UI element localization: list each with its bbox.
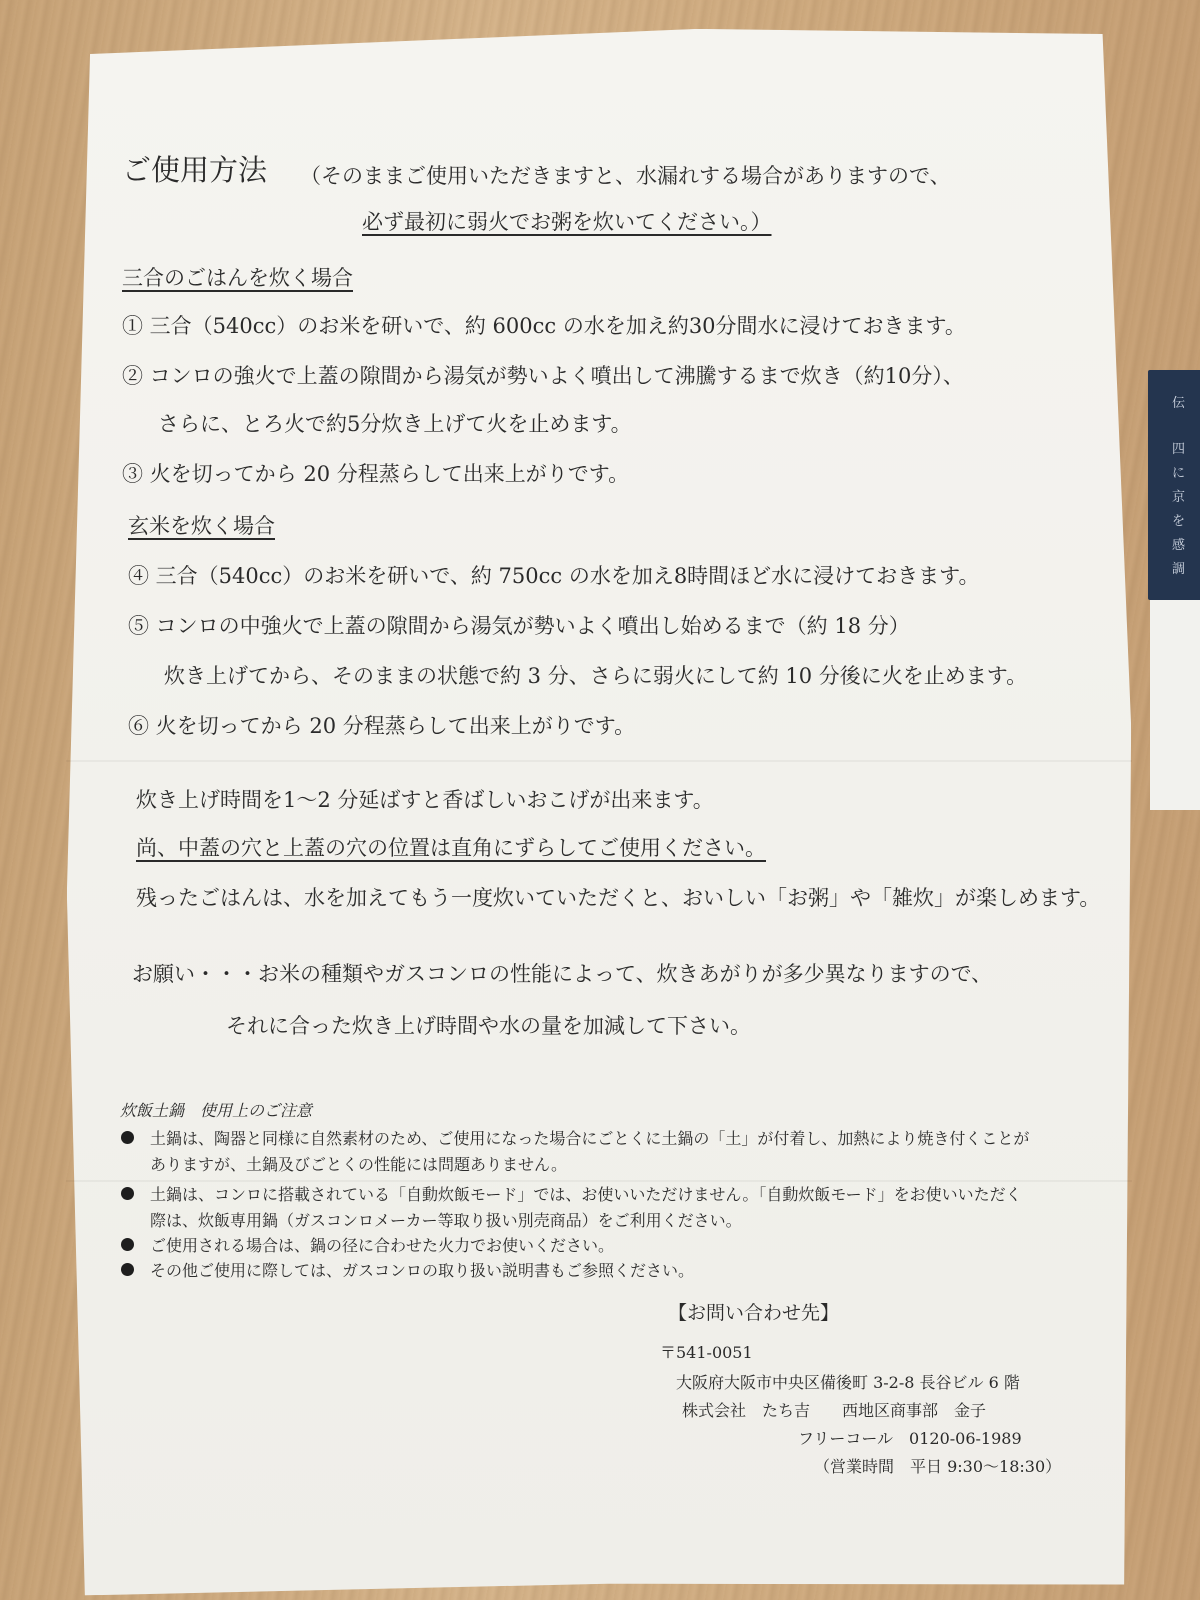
side-pamphlet — [1148, 370, 1200, 600]
step-item: ① 三合（540cc）のお米を研いで、約 600cc の水を加え約30分間水に浸けておきます。 — [122, 314, 966, 338]
side-pamphlet-char: 感 — [1172, 538, 1186, 553]
side-pamphlet-char: を — [1172, 514, 1186, 529]
caution-item: ご使用される場合は、鍋の径に合わせた火力でお使いください。 — [150, 1236, 615, 1255]
caution-item-cont: 際は、炊飯専用鍋（ガスコンロメーカー等取り扱い別売商品）をご利用ください。 — [150, 1211, 742, 1230]
step-item: ③ 火を切ってから 20 分程蒸らして出来上がりです。 — [122, 462, 630, 486]
side-paper — [1150, 600, 1200, 810]
side-pamphlet-char: 京 — [1172, 490, 1186, 505]
step-item: ④ 三合（540cc）のお米を研いで、約 750cc の水を加え8時間ほど水に浸けておきます。 — [128, 564, 980, 588]
tip-line-underlined: 尚、中蓋の穴と上蓋の穴の位置は直角にずらしてご使用ください。 — [136, 836, 766, 860]
contact-postal: 〒541-0051 — [660, 1343, 753, 1362]
contact-heading: 【お問い合わせ先】 — [668, 1302, 840, 1324]
contact-company: 株式会社 たち吉 西地区商事部 金子 — [682, 1401, 987, 1420]
side-pamphlet-char: に — [1172, 466, 1186, 481]
header-note-line1: （そのままご使用いただきますと、水漏れする場合がありますので、 — [300, 164, 951, 188]
bullet-icon — [121, 1263, 134, 1276]
bullet-icon — [121, 1187, 134, 1200]
bullet-icon — [121, 1238, 134, 1251]
tip-line: 炊き上げ時間を1～2 分延ばすと香ばしいおこげが出来ます。 — [136, 788, 714, 812]
bullet-icon — [121, 1131, 134, 1144]
request-line: それに合った炊き上げ時間や水の量を加減して下さい。 — [226, 1014, 751, 1038]
side-pamphlet-char: 伝 — [1172, 396, 1186, 411]
caution-item: 土鍋は、陶器と同様に自然素材のため、ご使用になった場合にごとくに土鍋の「土」が付着し、加熱により焼き付くことが — [150, 1129, 1030, 1148]
step-item: ⑥ 火を切ってから 20 分程蒸らして出来上がりです。 — [128, 714, 636, 738]
request-line: お願い・・・お米の種類やガスコンロの性能によって、炊きあがりが多少異なりますので、 — [132, 962, 993, 986]
caution-item: その他ご使用に際しては、ガスコンロの取り扱い説明書もご参照ください。 — [150, 1261, 695, 1280]
header-note-line2: 必ず最初に弱火でお粥を炊いてください。） — [362, 210, 772, 234]
contact-hours: （営業時間 平日 9:30～18:30） — [814, 1457, 1062, 1476]
side-pamphlet-char: 調 — [1172, 562, 1186, 577]
step-item: 炊き上げてから、そのままの状態で約 3 分、さらに弱火にして約 10 分後に火を止めます。 — [164, 664, 1028, 688]
section-heading-white-rice: 三合のごはんを炊く場合 — [122, 266, 353, 290]
contact-address: 大阪府大阪市中央区備後町 3-2-8 長谷ビル 6 階 — [676, 1373, 1020, 1392]
caution-heading: 炊飯土鍋 使用上のご注意 — [120, 1101, 313, 1120]
caution-item-cont: ありますが、土鍋及びごとくの性能には問題ありません。 — [150, 1155, 567, 1174]
contact-phone: フリーコール 0120-06-1989 — [798, 1429, 1022, 1448]
step-item: ② コンロの強火で上蓋の隙間から湯気が勢いよく噴出して沸騰するまで炊き（約10分）、 — [122, 364, 964, 388]
step-item: ⑤ コンロの中強火で上蓋の隙間から湯気が勢いよく噴出し始めるまで（約 18 分） — [128, 614, 910, 638]
side-pamphlet-char: 四 — [1172, 442, 1186, 457]
step-item: さらに、とろ火で約5分炊き上げて火を止めます。 — [158, 412, 632, 436]
section-heading-brown-rice: 玄米を炊く場合 — [128, 514, 275, 538]
paper-fold — [66, 760, 1132, 762]
caution-item: 土鍋は、コンロに搭載されている「自動炊飯モード」では、お使いいただけません。「自動炊飯モード」をお使いいただく — [150, 1185, 1022, 1204]
page-title: ご使用方法 — [122, 153, 268, 187]
tip-line: 残ったごはんは、水を加えてもう一度炊いていただくと、おいしい「お粥」や「雑炊」が楽しめます。 — [136, 886, 1101, 910]
